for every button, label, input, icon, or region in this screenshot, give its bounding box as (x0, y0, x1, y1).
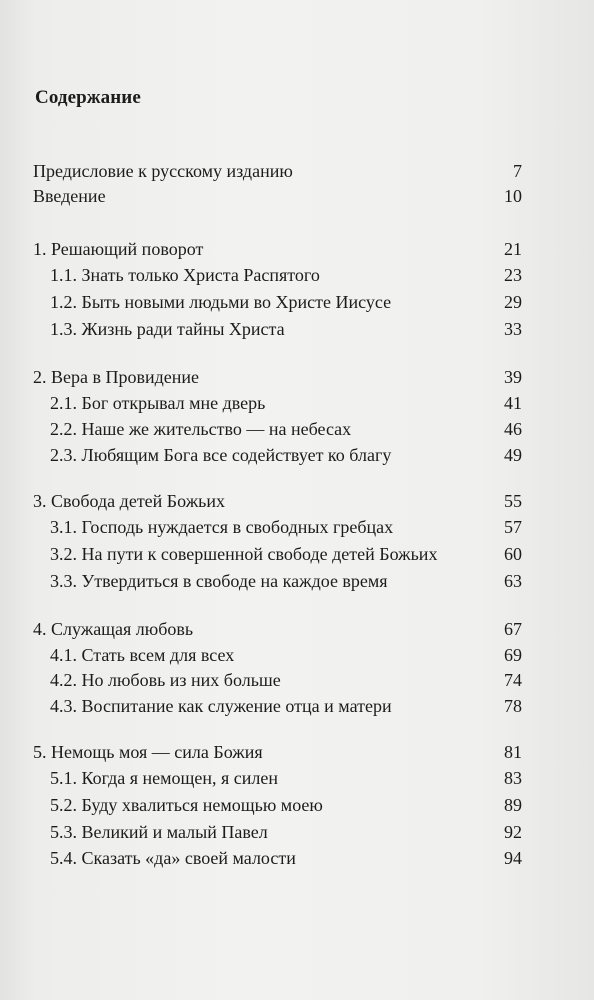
toc-section (50, 542, 522, 566)
toc-section-page: 74 (504, 670, 522, 690)
toc-section-page: 46 (504, 419, 522, 439)
toc-section (50, 766, 522, 790)
toc-section (50, 793, 522, 817)
toc-section-page: 23 (504, 265, 522, 285)
toc-chapter-label: 2. Вера в Провидение (33, 367, 200, 387)
toc-title: Содержание (35, 87, 141, 108)
toc-section-label: 4.3. Воспитание как служение отца и матери (50, 696, 392, 716)
toc-section-page: 92 (504, 822, 522, 842)
toc-chapter-label: 3. Свобода детей Божьих (33, 491, 225, 511)
toc-section (50, 515, 522, 539)
toc-chapter-page: 67 (504, 619, 522, 639)
toc-section-label: 4.2. Но любовь из них больше (50, 670, 281, 690)
toc-chapter-2 (33, 365, 522, 389)
toc-section-label: 5.3. Великий и малый Павел (50, 822, 268, 842)
toc-section-page: 78 (504, 696, 522, 716)
toc-chapter-label: 1. Решающий поворот (33, 239, 204, 259)
toc-section-label: 1.1. Знать только Христа Распятого (50, 265, 320, 285)
toc-section-label: 2.2. Наше же жительство — на небесах (50, 419, 352, 439)
toc-section-page: 49 (504, 445, 522, 465)
toc-entry-introduction (33, 184, 522, 208)
toc-section-label: 3.1. Господь нуждается в свободных гребцах (50, 517, 394, 537)
toc-section-page: 41 (504, 393, 522, 413)
toc-section-page: 60 (504, 544, 522, 564)
toc-section-page: 29 (504, 292, 522, 312)
toc-section (50, 317, 522, 341)
toc-section (50, 668, 522, 692)
toc-section (50, 569, 522, 593)
toc-chapter-label: 4. Служащая любовь (33, 619, 194, 639)
toc-section-page: 69 (504, 645, 522, 665)
toc-section (50, 290, 522, 314)
toc-section-label: 3.2. На пути к совершенной свободе детей Божьих (50, 544, 438, 564)
toc-chapter-4 (33, 617, 522, 641)
toc-section-label: 2.1. Бог открывал мне дверь (50, 393, 266, 413)
toc-section-page: 94 (504, 848, 522, 868)
toc-section (50, 694, 522, 718)
toc-section (50, 263, 522, 287)
toc-entry-page: 7 (513, 161, 522, 181)
toc-entry-label: Введение (33, 186, 106, 206)
toc-entry-label: Предисловие к русскому изданию (33, 161, 293, 181)
toc-section-label: 1.3. Жизнь ради тайны Христа (50, 319, 285, 339)
toc-chapter-page: 55 (504, 491, 522, 511)
toc-section-label: 5.1. Когда я немощен, я силен (50, 768, 279, 788)
toc-section (50, 643, 522, 667)
toc-section-label: 3.3. Утвердиться в свободе на каждое время (50, 571, 388, 591)
toc-section-page: 83 (504, 768, 522, 788)
toc-chapter-page: 21 (504, 239, 522, 259)
toc-entry-preface (33, 159, 522, 183)
toc-entry-page: 10 (504, 186, 522, 206)
toc-chapter-label: 5. Немощь моя — сила Божия (33, 742, 263, 762)
toc-section-label: 1.2. Быть новыми людьми во Христе Иисусе (50, 292, 392, 312)
toc-section-label: 5.2. Буду хвалиться немощью моею (50, 795, 323, 815)
toc-chapter-5 (33, 740, 522, 764)
toc-section-page: 89 (504, 795, 522, 815)
toc-section-page: 57 (504, 517, 522, 537)
toc-section-label: 2.3. Любящим Бога все содействует ко благу (50, 445, 392, 465)
toc-section (50, 443, 522, 467)
toc-section-page: 63 (504, 571, 522, 591)
toc-chapter-3 (33, 489, 522, 513)
toc-section-label: 4.1. Стать всем для всех (50, 645, 235, 665)
toc-section (50, 391, 522, 415)
toc-section (50, 417, 522, 441)
toc-chapter-page: 81 (504, 742, 522, 762)
toc-section (50, 820, 522, 844)
toc-chapter-1 (33, 237, 522, 261)
toc-section-page: 33 (504, 319, 522, 339)
toc-section-label: 5.4. Сказать «да» своей малости (50, 848, 296, 868)
toc-chapter-page: 39 (504, 367, 522, 387)
toc-section (50, 846, 522, 870)
